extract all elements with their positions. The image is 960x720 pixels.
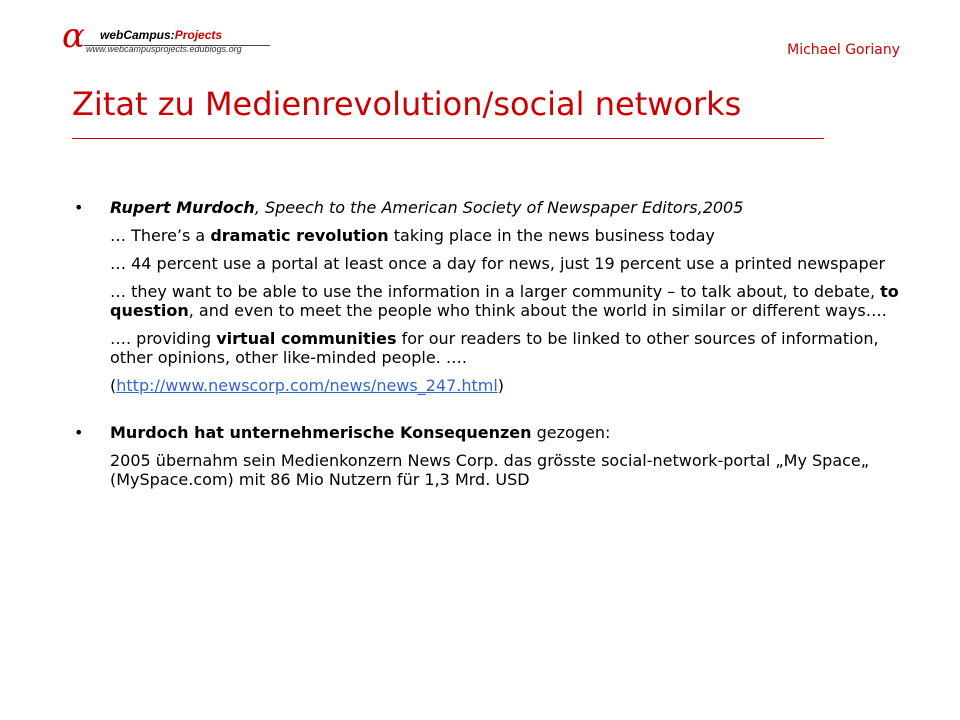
consequences-heading-bold: Murdoch hat unternehmerische Konsequenzen: [110, 423, 532, 442]
source-link-paragraph: [110, 376, 912, 395]
logo-name-part-a: webCampus:: [100, 28, 175, 42]
consequences-heading-rest: gezogen:: [531, 423, 611, 442]
newscorp-source-link[interactable]: http://www.newscorp.com/news/news_247.html: [116, 376, 498, 395]
bullet-item-consequences: [72, 423, 912, 489]
bullet-item-murdoch-speech: [72, 198, 912, 395]
author-name: Michael Goriany: [787, 42, 900, 58]
quote-1-text-a: … There’s a: [110, 226, 211, 245]
speech-source: , Speech to the American Society of Newspaper Editors,2005: [254, 198, 744, 217]
quote-3-text-a: … they want to be able to use the information in a larger community – to talk about, to debate,: [110, 282, 881, 301]
quote-1-bold: dramatic revolution: [210, 226, 389, 245]
speaker-name: Rupert Murdoch: [110, 198, 255, 217]
webcampus-logo: [62, 16, 302, 62]
quote-1-text-c: taking place in the news business today: [388, 226, 715, 245]
slide-title: Zitat zu Medienrevolution/social networks: [72, 85, 742, 123]
myspace-acquisition-paragraph: 2005 übernahm sein Medienkonzern News Corp. das grösste social-network-portal „My Space„ (MySpace.com) mit 86 Mio Nutzern für 1,3 Mrd. USD: [110, 451, 870, 489]
slide-content: [72, 198, 912, 498]
quote-paragraph-2: … 44 percent use a portal at least once a day for news, just 19 percent use a printed newspaper: [110, 254, 886, 273]
quote-3-text-c: , and even to meet the people who think about the world in similar or different ways….: [188, 301, 887, 320]
quote-paragraph-4: [110, 329, 912, 367]
paren-close: ): [497, 376, 505, 395]
quote-paragraph-3: [110, 282, 912, 320]
quote-3-bold: to question: [110, 282, 899, 320]
logo-name-part-b: Projects: [174, 28, 223, 42]
alpha-logo-icon: α: [62, 16, 85, 56]
logo-url: www.webcampusprojects.edublogs.org: [86, 44, 242, 54]
consequences-heading: [110, 423, 912, 442]
quote-4-text-c: for our readers to be linked to other sources of information, other opinions, other like-minded people. ….: [110, 329, 879, 367]
quote-4-text-a: …. providing: [110, 329, 217, 348]
paren-open: (: [110, 376, 117, 395]
speech-heading: [110, 198, 912, 217]
bullet-icon: •: [74, 198, 84, 217]
quote-4-bold: virtual communities: [216, 329, 397, 348]
quote-paragraph-1: [110, 226, 912, 245]
logo-name: [100, 28, 222, 42]
bullet-icon: •: [74, 423, 84, 442]
title-underline-rule: [72, 138, 824, 139]
